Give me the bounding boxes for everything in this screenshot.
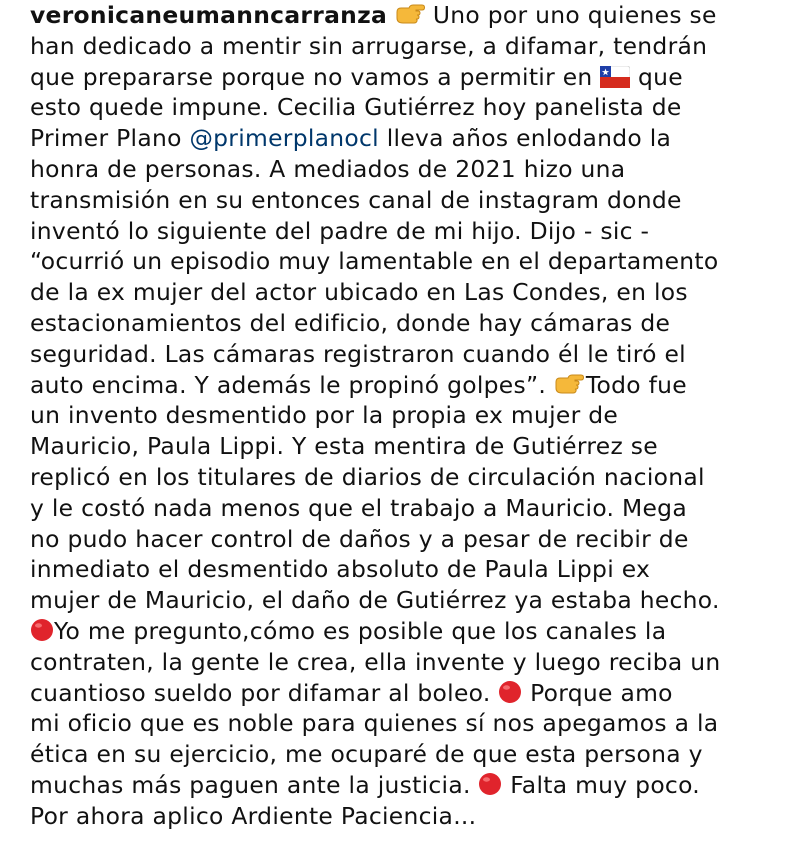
caption-line-2: han dedicado a mentir sin arrugarse, a difamar, tendrán [30, 31, 708, 60]
chile-flag-icon [600, 66, 630, 88]
caption-line-12: seguridad. Las cámaras registraron cuando él le tiró el [30, 339, 686, 368]
red-circle-icon [30, 618, 54, 642]
caption-line-20: mujer de Mauricio, el daño de Gutiérrez ya estaba hecho. [30, 586, 720, 615]
caption-line-4: esto quede impune. Cecilia Gutiérrez hoy panelista de [30, 93, 682, 122]
caption-line-21: Yo me pregunto,cómo es posible que los canales la [30, 616, 775, 647]
post-caption [30, 0, 775, 832]
caption-line-6: honra de personas. A mediados de 2021 hizo una [30, 154, 626, 183]
caption-line-26: muchas más paguen ante la justicia. Falta muy poco. [30, 770, 701, 799]
caption-line-27: Por ahora aplico Ardiente Paciencia... [30, 801, 477, 830]
caption-line-14: un invento desmentido por la propia ex mujer de [30, 401, 619, 430]
caption-line-19: inmediato el desmentido absoluto de Paula Lippi ex [30, 555, 651, 584]
username-link[interactable]: veronicaneumanncarranza [30, 1, 388, 29]
caption-line-25: ética en su ejercicio, me ocuparé de que esta persona y [30, 740, 703, 769]
caption-line-23: cuantioso sueldo por difamar al boleo. Porque amo [30, 678, 673, 707]
caption-line-5: Primer Plano @primerplanocl lleva años enlodando la [30, 124, 672, 153]
caption-line-1: veronicaneumanncarranza Uno por uno quienes se [30, 1, 717, 29]
mention-link[interactable]: @primerplanocl [189, 124, 379, 153]
caption-line-13: auto encima. Y además le propinó golpes”. Todo fue [30, 370, 687, 399]
caption-line-9: “ocurrió un episodio muy lamentable en el departamento [30, 247, 719, 276]
red-circle-icon [478, 772, 502, 796]
caption-line-22: contraten, la gente le crea, ella invente y luego reciba un [30, 647, 721, 676]
caption-line-8: inventó lo siguiente del padre de mi hijo. Dijo - sic - [30, 216, 650, 245]
caption-line-18: no pudo hacer control de daños y a pesar de recibir de [30, 524, 689, 553]
caption-line-16: replicó en los titulares de diarios de circulación nacional [30, 462, 705, 491]
caption-line-15: Mauricio, Paula Lippi. Y esta mentira de Gutiérrez se [30, 432, 658, 461]
backhand-index-pointing-right-icon [554, 372, 584, 396]
caption-line-3: que prepararse porque no vamos a permitir en que [30, 62, 683, 91]
caption-line-17: y le costó nada menos que el trabajo a Mauricio. Mega [30, 493, 687, 522]
caption-line-11: estacionamientos del edificio, donde hay cámaras de [30, 308, 671, 337]
backhand-index-pointing-right-icon [395, 2, 425, 26]
caption-line-7: transmisión en su entonces canal de instagram donde [30, 185, 682, 214]
caption-line-24: mi oficio que es noble para quienes sí nos apegamos a la [30, 709, 719, 738]
caption-line-10: de la ex mujer del actor ubicado en Las Condes, en los [30, 278, 688, 307]
red-circle-icon [498, 680, 522, 704]
